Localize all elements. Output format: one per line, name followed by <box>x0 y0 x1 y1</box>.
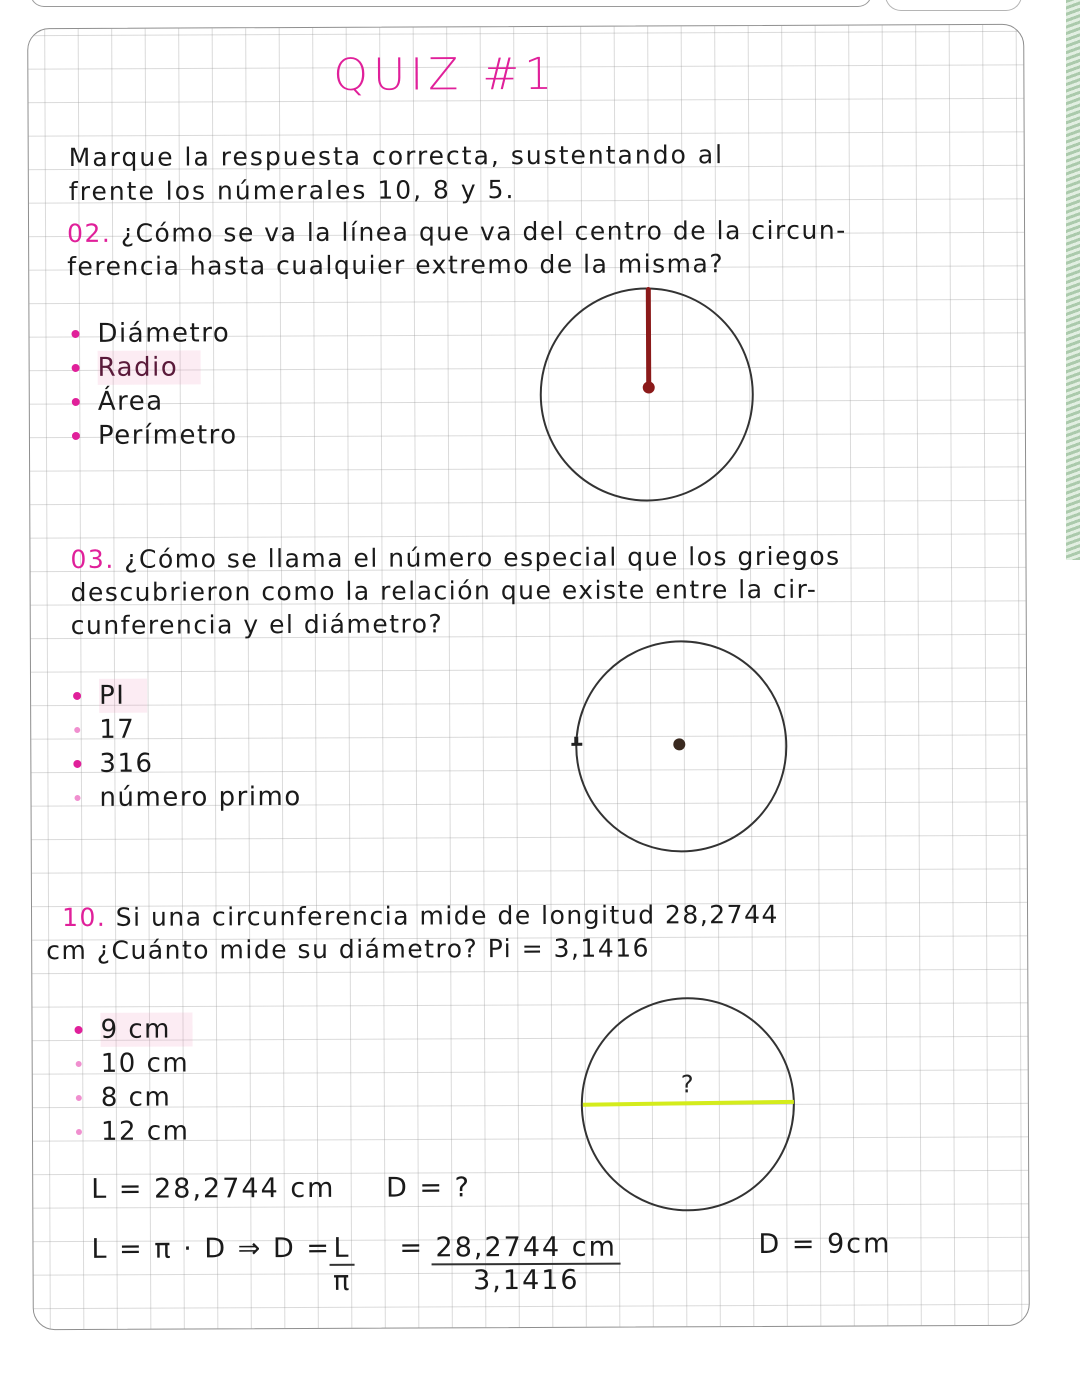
question-10-options <box>74 1012 193 1149</box>
question-10 <box>46 898 779 967</box>
bullet-icon <box>75 795 81 801</box>
fraction-l-over-pi: $\frac{L}{\pi}$ <box>329 1233 354 1297</box>
center-point-icon <box>673 738 685 750</box>
unknown-diameter: D = ? <box>385 1172 472 1204</box>
option-area[interactable]: Área <box>72 384 238 419</box>
option-pi[interactable]: PI <box>73 678 301 713</box>
instructions-line-2: frente los númerales 10, 8 y 5. <box>68 175 516 207</box>
bullet-icon <box>72 398 80 406</box>
equals-sign: = <box>399 1232 425 1264</box>
circle-radius-diagram <box>534 281 755 507</box>
bullet-icon <box>75 1026 83 1034</box>
option-8cm[interactable]: 8 cm <box>75 1080 194 1115</box>
option-diametro[interactable]: Diámetro <box>71 316 237 351</box>
bullet-icon <box>76 1129 82 1135</box>
fraction-value: $\frac{28,2744 cm}{3,1416}$ <box>431 1232 621 1297</box>
question-03-options <box>73 678 302 815</box>
question-text-line-2: descubrieron como la relación que existe entre la cir- <box>70 574 818 607</box>
bullet-icon <box>74 727 80 733</box>
diameter-unknown-label: ? <box>680 1070 694 1099</box>
result: D = 9cm <box>758 1228 892 1261</box>
option-9cm[interactable]: 9 cm <box>74 1012 193 1047</box>
option-perimetro[interactable]: Perímetro <box>72 418 238 453</box>
grid-paper-sheet <box>27 24 1030 1330</box>
question-02 <box>67 214 847 283</box>
question-number: 03. <box>70 544 115 574</box>
question-text-line-1: Si una circunferencia mide de longitud 28,2744 <box>115 899 779 932</box>
option-316[interactable]: 316 <box>73 746 301 781</box>
question-03 <box>70 540 841 642</box>
circle-diameter-diagram <box>577 994 803 1220</box>
bullet-icon <box>76 1095 82 1101</box>
previous-page-card <box>30 0 872 7</box>
instructions <box>69 138 725 209</box>
option-10cm[interactable]: 10 cm <box>75 1046 194 1081</box>
bullet-icon <box>73 692 81 700</box>
bullet-icon <box>73 760 81 768</box>
center-point-icon <box>643 381 655 393</box>
option-17[interactable]: 17 <box>73 712 301 747</box>
question-text-line-1: ¿Cómo se llama el número especial que los griegos <box>124 541 841 574</box>
option-12cm[interactable]: 12 cm <box>75 1114 194 1149</box>
question-number: 02. <box>66 218 112 249</box>
previous-page-tab <box>885 0 1022 11</box>
question-text-line-1: ¿Cómo se va la línea que va del centro de la circun- <box>120 215 847 248</box>
question-text-line-2: ferencia hasta cualquier extremo de la misma? <box>67 249 725 282</box>
bullet-icon <box>72 364 80 372</box>
question-text-line-2: cm ¿Cuánto mide su diámetro? Pi = 3,1416 <box>46 933 651 966</box>
question-number: 10. <box>61 902 107 933</box>
work-given <box>91 1172 471 1205</box>
option-numero-primo[interactable]: número primo <box>73 780 301 815</box>
page-title: QUIZ #1 <box>333 48 558 101</box>
option-radio[interactable]: Radio <box>72 350 238 385</box>
bullet-icon <box>72 432 80 440</box>
background-edge <box>1066 0 1080 560</box>
bullet-icon <box>76 1061 82 1067</box>
given-length: L = 28,2744 cm <box>91 1172 336 1205</box>
circle-center-diagram <box>571 636 792 862</box>
diameter-line <box>583 1102 794 1105</box>
bullet-icon <box>71 330 79 338</box>
work-formula: L = π · D ⇒ D = <box>91 1232 331 1265</box>
instructions-line-1: Marque la respuesta correcta, sustentando al <box>68 140 725 173</box>
question-02-options <box>71 316 237 453</box>
question-text-line-3: cunferencia y el diámetro? <box>70 609 444 640</box>
